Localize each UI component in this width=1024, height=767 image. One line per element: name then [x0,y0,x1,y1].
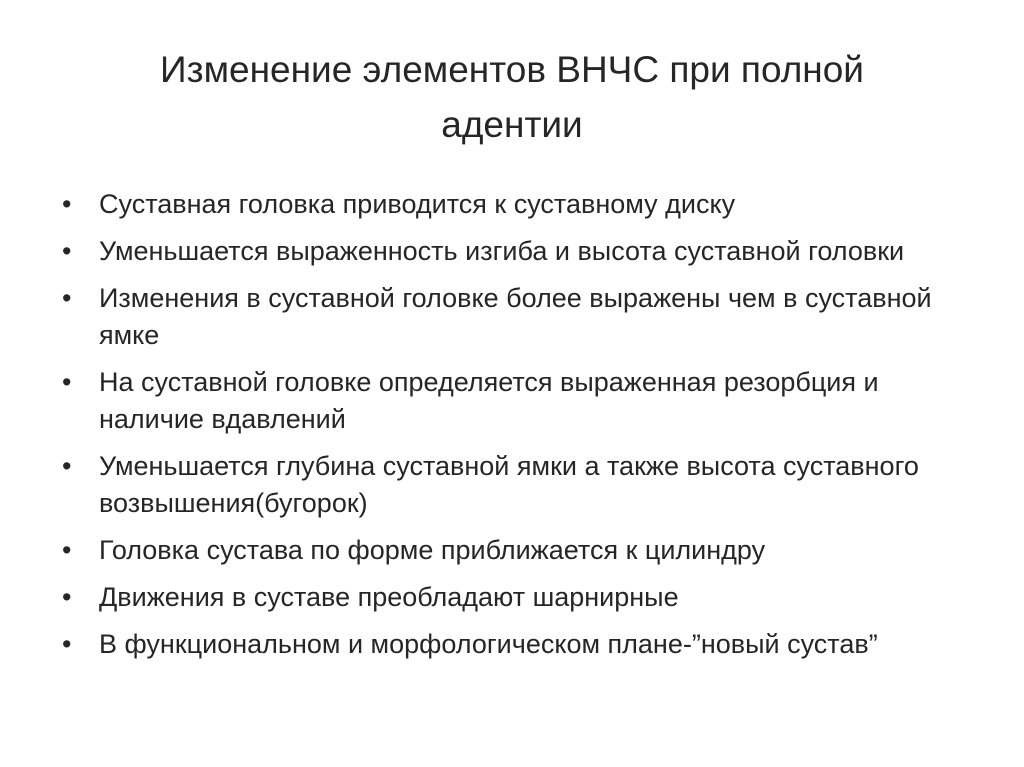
bullet-icon: • [62,283,72,313]
bullet-text: В функциональном и морфологическом плане-”новый сустав” [99,629,878,659]
bullet-text: Изменения в суставной головке более выражены чем в суставной ямке [99,283,932,350]
bullet-text: Головка сустава по форме приближается к цилиндру [99,535,766,565]
bullet-item [62,532,962,569]
bullet-item [62,186,962,223]
bullet-text: Уменьшается выраженность изгиба и высота суставной головки [99,236,905,266]
bullet-icon: • [62,367,72,397]
slide-title-line-1: Изменение элементов ВНЧС при полной [160,49,864,90]
bullet-icon: • [62,582,72,612]
bullet-text: Движения в суставе преобладают шарнирные [99,582,679,612]
bullet-text: Суставная головка приводится к суставному диску [99,189,736,219]
slide-title-line-2: адентии [441,104,583,145]
bullet-text: На суставной головке определяется выраженная резорбция и наличие вдавлений [99,367,879,434]
bullet-icon: • [62,451,72,481]
bullet-item [62,626,962,663]
bullet-icon: • [62,189,72,219]
bullet-item [62,364,962,438]
bullet-item [62,579,962,616]
bullet-icon: • [62,535,72,565]
bullet-item [62,448,962,522]
bullet-item [62,280,962,354]
bullet-list [62,186,962,673]
bullet-item [62,233,962,270]
bullet-icon: • [62,236,72,266]
slide-title [60,42,964,152]
bullet-icon: • [62,629,72,659]
bullet-text: Уменьшается глубина суставной ямки а также высота суставного возвышения(бугорок) [99,451,919,518]
